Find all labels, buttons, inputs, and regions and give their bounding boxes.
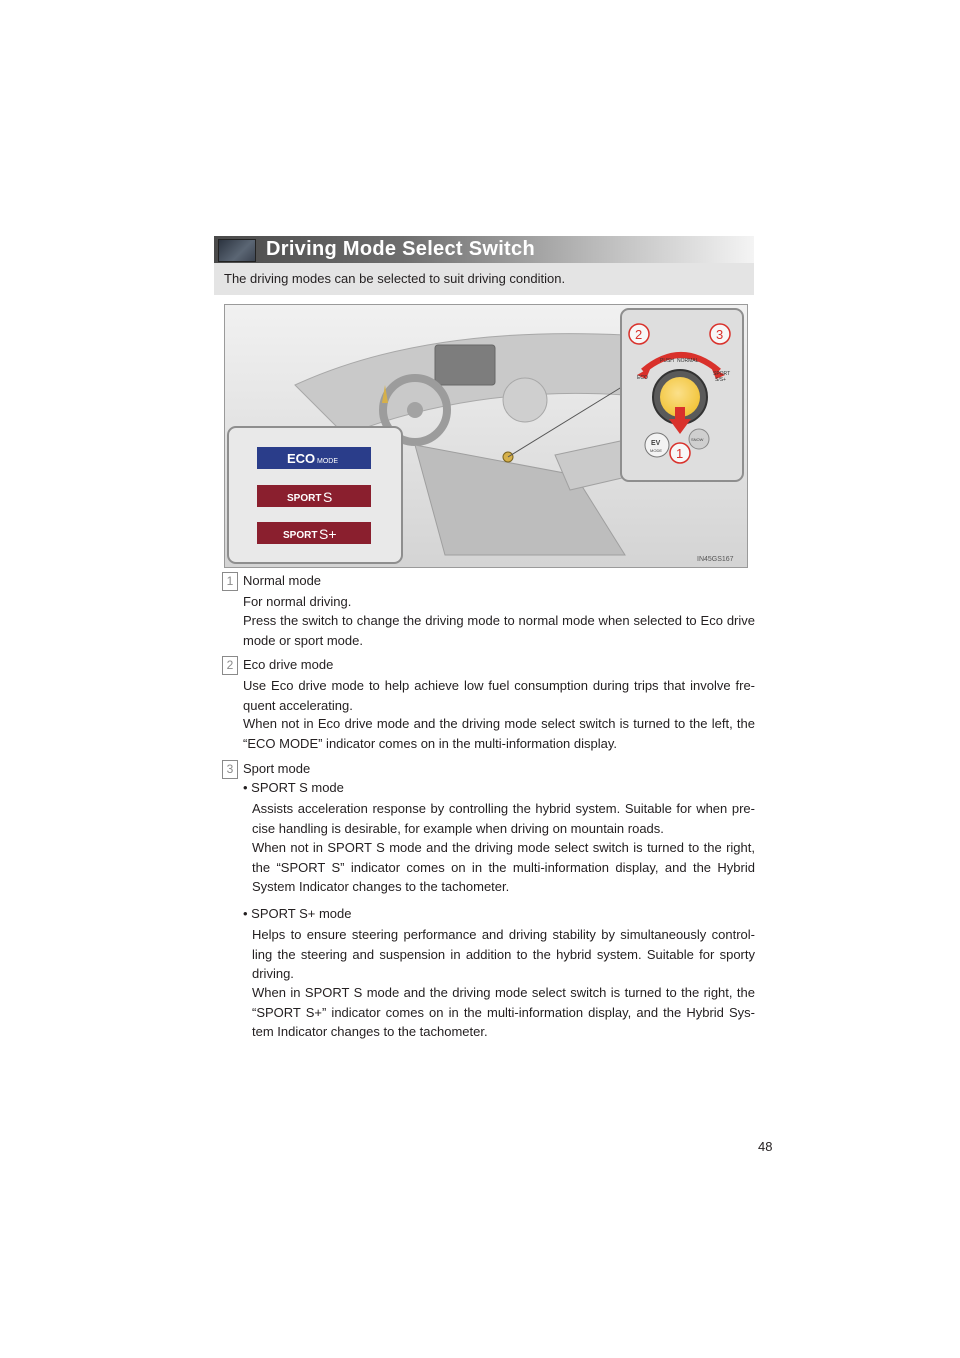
bullet-paragraph: When not in SPORT S mode and the driving mode select switch is turned to the right, the “SPORT S” indicator comes on in the multi-information display, and the Hybrid System Indicator changes to the tachometer. <box>252 840 755 894</box>
indicator-eco <box>257 447 371 469</box>
item-paragraph: When not in Eco drive mode and the driving mode select switch is turned to the left, the “ECO MODE” indicator comes on in the multi-information display. <box>243 716 755 751</box>
item-paragraph: Use Eco drive mode to help achieve low fuel consumption during trips that involve fre-quent accelerating. <box>243 678 755 713</box>
indicator-sport-s-suffix: S <box>323 489 333 505</box>
ev-sub-label: MODE <box>650 448 662 453</box>
item-number-badge: 3 <box>222 760 238 779</box>
illustration-code: IN45GS167 <box>697 556 734 563</box>
section-thumbnail <box>218 239 256 262</box>
bullet-label: • SPORT S+ mode <box>243 906 352 921</box>
ev-label: EV <box>651 440 661 447</box>
item-number-badge: 2 <box>222 656 238 675</box>
intro-text: The driving modes can be selected to suit driving condition. <box>224 271 566 286</box>
bullet-paragraph: Assists acceleration response by controlling the hybrid system. Suitable for when pre-cise handling is desirable, for example when driving on mountain roads. <box>252 801 755 836</box>
bullet-label: • SPORT S mode <box>243 780 344 795</box>
snow-label: SNOW <box>691 437 704 442</box>
indicator-sport-s-main: SPORT <box>287 493 322 504</box>
dial-label-sport: SPORT <box>713 371 731 377</box>
item-paragraph: Press the switch to change the driving mode to normal mode when selected to Eco drive mode or sport mode. <box>243 613 755 648</box>
page-number: 48 <box>758 1139 773 1154</box>
section-title: Driving Mode Select Switch <box>266 238 535 260</box>
indicator-eco-main: ECO <box>287 451 316 466</box>
dial-label-sport-sub: S/S+ <box>715 377 726 383</box>
dial-label-push: PUSH <box>660 358 674 364</box>
dial-label-normal: NORMAL <box>677 358 699 364</box>
center-display <box>435 345 495 385</box>
item-paragraph: For normal driving. <box>243 594 352 609</box>
indicator-sport-s-plus <box>257 522 371 544</box>
item-number-badge: 1 <box>222 572 238 591</box>
dial-label-eco: ECO <box>637 375 648 381</box>
illustration <box>224 304 748 568</box>
indicator-eco-suffix: MODE <box>317 458 338 465</box>
indicator-sport-s <box>257 485 371 507</box>
item-title: Normal mode <box>243 573 322 588</box>
callout-3-label: 3 <box>716 327 724 342</box>
steering-hub <box>407 402 423 418</box>
intro-box <box>214 263 754 295</box>
callout-2-label: 2 <box>635 327 643 342</box>
dashboard-illustration <box>225 305 747 567</box>
indicator-sport-s-plus-suffix: S+ <box>319 526 337 542</box>
section-header <box>214 236 754 263</box>
item-title: Sport mode <box>243 761 311 776</box>
indicator-sport-s-plus-main: SPORT <box>283 530 318 541</box>
bullet-paragraph: When in SPORT S mode and the driving mode select switch is turned to the right, the “SPORT S+” indicator comes on in the multi-information display, and the Hybrid Sys-tem Indicator changes to the tachometer. <box>252 985 755 1039</box>
callout-1-label: 1 <box>676 446 684 461</box>
item-title: Eco drive mode <box>243 657 334 672</box>
bullet-paragraph: Helps to ensure steering performance and driving stability by simultaneously control-ling the steering and suspension in addition to the hybrid system. Suitable for sporty driving. <box>252 927 755 981</box>
passenger-vent <box>503 378 547 422</box>
